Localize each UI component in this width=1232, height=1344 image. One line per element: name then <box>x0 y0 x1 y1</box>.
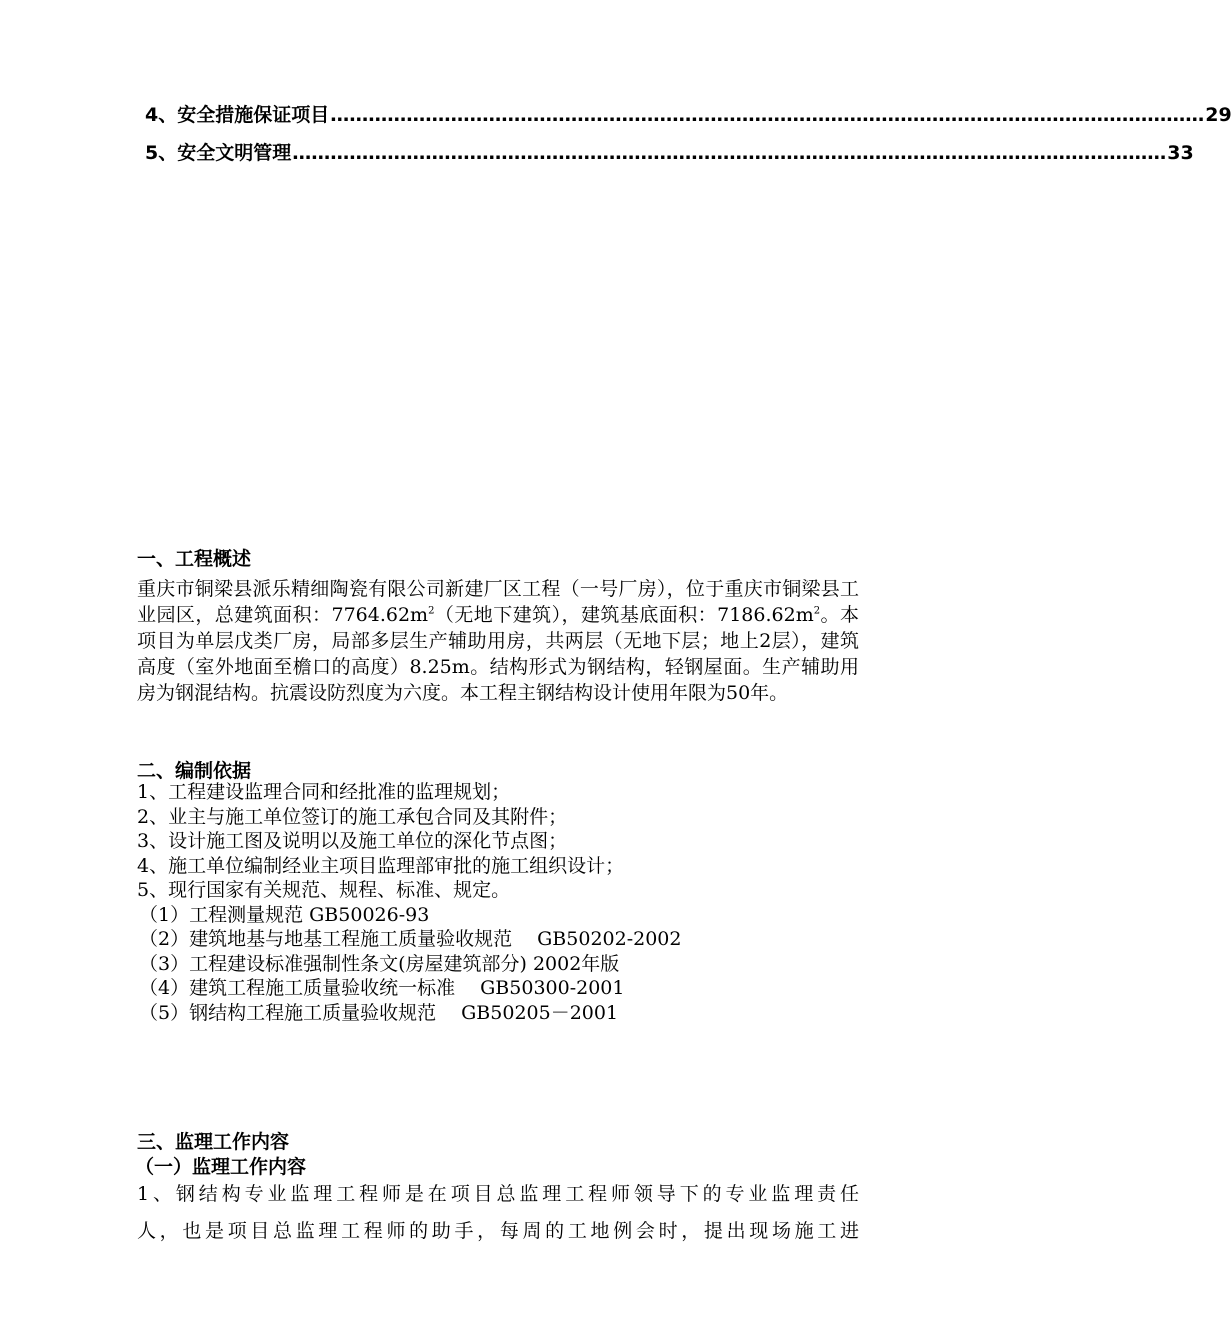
overview-paragraph: 重庆市铜梁县派乐精细陶瓷有限公司新建厂区工程（一号厂房），位于重庆市铜梁县工业园区，总建筑面积：$7764.62m^2$（无地下建筑），建筑基底面积：$7186.62m^2$。本项目为单层戊类厂房，局部多层生产辅助用房，共两层（无地下层；地上2层），建筑高度（室外地面至檐口的高度）8.25m。结构形式为钢结构，轻钢屋面。生产辅助用房为钢混结构。抗震设防烈度为六度。本工程主钢结构设计使用年限为50年。 <box>137 578 859 704</box>
list-item: （1）工程测量规范 GB50026-93 <box>139 903 430 926</box>
list-item: （3）工程建设标准强制性条文(房屋建筑部分) 2002年版 <box>139 952 620 975</box>
toc-entry <box>145 100 1232 127</box>
toc-leader-dots: ………………………………………………………………………………………………………………………… <box>292 142 1167 164</box>
paragraph-line: 1、钢结构专业监理工程师是在项目总监理工程师领导下的专业监理责任 <box>137 1183 859 1205</box>
supervision-paragraph <box>137 1176 859 1250</box>
list-item: 3、设计施工图及说明以及施工单位的深化节点图； <box>137 830 568 852</box>
section-heading-basis: 二、编制依据 <box>137 760 252 782</box>
basis-list <box>137 780 859 1025</box>
list-item: （2）建筑地基与地基工程施工质量验收规范 GB50202-2002 <box>139 928 682 950</box>
section-heading-supervision: 三、监理工作内容 <box>137 1131 290 1153</box>
list-item: 4、施工单位编制经业主项目监理部审批的施工组织设计； <box>137 854 625 877</box>
toc-entry <box>145 138 1194 165</box>
toc-leader-dots: ………………………………………………………………………………………………………………………… <box>330 104 1205 126</box>
list-item: （4）建筑工程施工质量验收统一标准 GB50300-2001 <box>139 977 625 999</box>
toc-entry-label: 4、安全措施保证项目 <box>145 104 330 126</box>
paragraph-line: 人，也是项目总监理工程师的助手，每周的工地例会时，提出现场施工进 <box>137 1220 859 1242</box>
toc-entry-label: 5、安全文明管理 <box>145 142 292 164</box>
list-item: 1、工程建设监理合同和经批准的监理规划； <box>137 781 511 803</box>
toc-entry-page: 33 <box>1167 142 1194 164</box>
list-item: （5）钢结构工程施工质量验收规范 GB50205－2001 <box>139 1001 619 1024</box>
section-heading-overview: 一、工程概述 <box>137 548 252 570</box>
toc-entry-page: 29 <box>1205 104 1232 126</box>
subsection-heading: （一）监理工作内容 <box>135 1156 307 1178</box>
list-item: 2、业主与施工单位签订的施工承包合同及其附件； <box>137 805 568 828</box>
list-item: 5、现行国家有关规范、规程、标准、规定。 <box>137 879 511 901</box>
